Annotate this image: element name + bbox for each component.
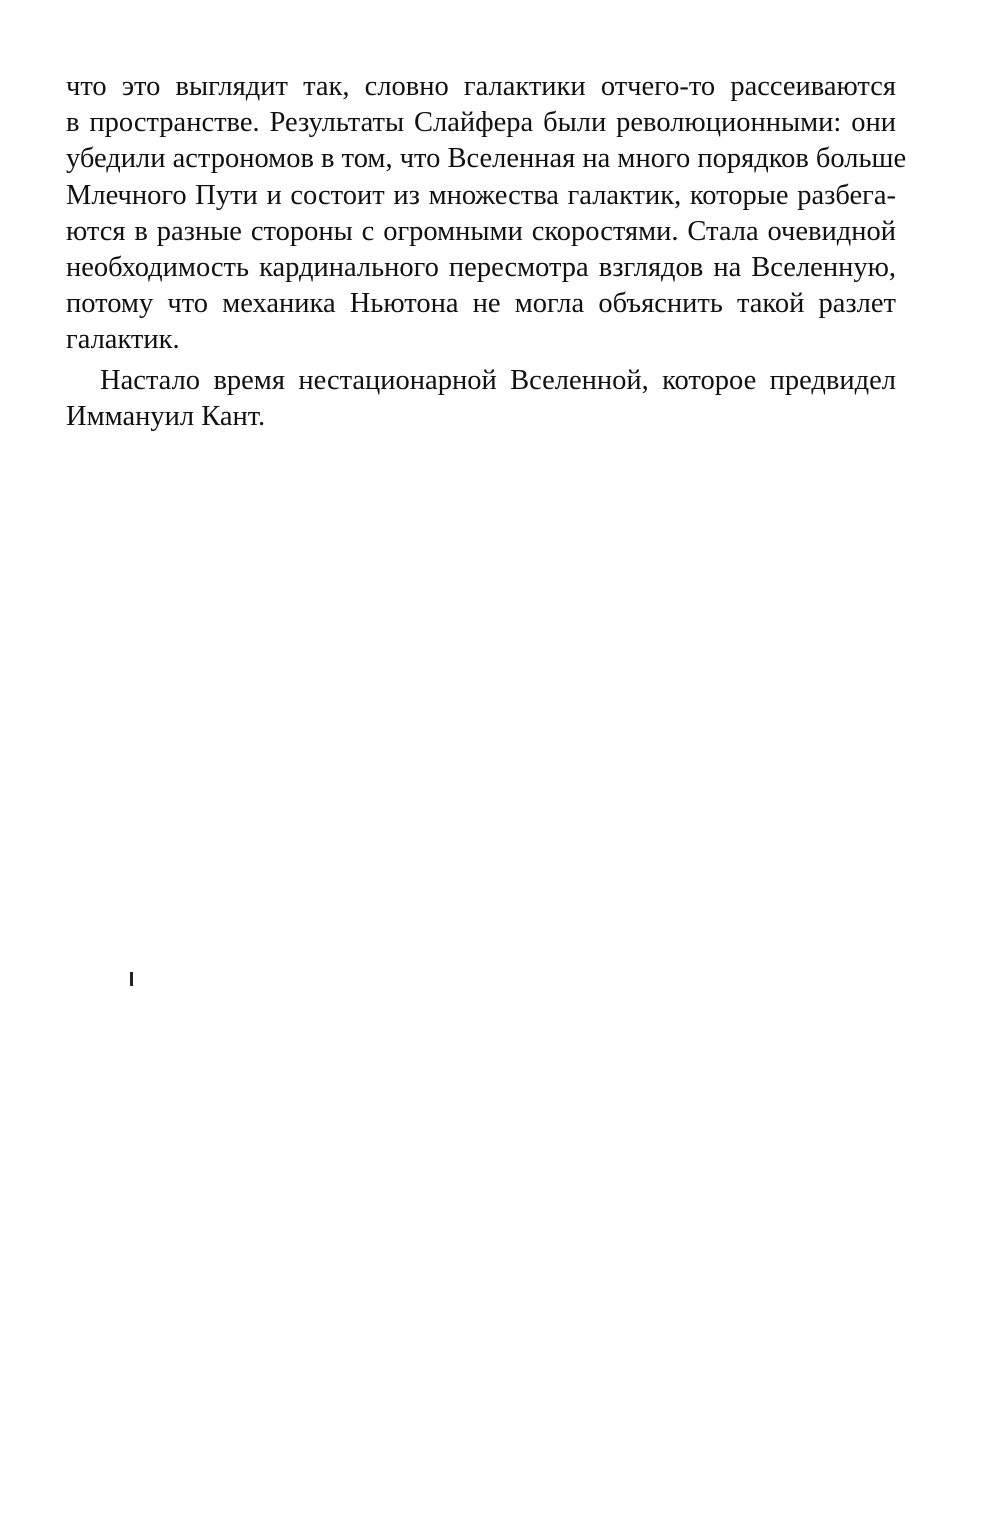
text-line: потому что механика Ньютона не могла объяснить такой разлет [66,288,896,320]
paragraph-1 [66,69,907,359]
text-line: Иммануил Кант. [66,400,266,432]
text-line: Млечного Пути и состоит из множества галактик, которые разбега- [66,179,896,211]
text-line: убедили астрономов в том, что Вселенная на много порядков больше [66,143,907,175]
paragraph-2 [66,363,896,435]
text-line: Настало время нестационарной Вселенной, которое предвидел [100,364,896,396]
text-line: что это выглядит так, словно галактики отчего-то рассеиваются [66,71,896,102]
body-text [66,69,907,435]
text-line: ются в разные стороны с огромными скоростями. Стала очевидной [66,215,896,247]
text-line: галактик. [66,324,180,356]
scan-mark [130,972,133,986]
text-line: в пространстве. Результаты Слайфера были революционными: они [66,107,896,139]
text-line: необходимость кардинального пересмотра взглядов на Вселенную, [66,251,896,283]
